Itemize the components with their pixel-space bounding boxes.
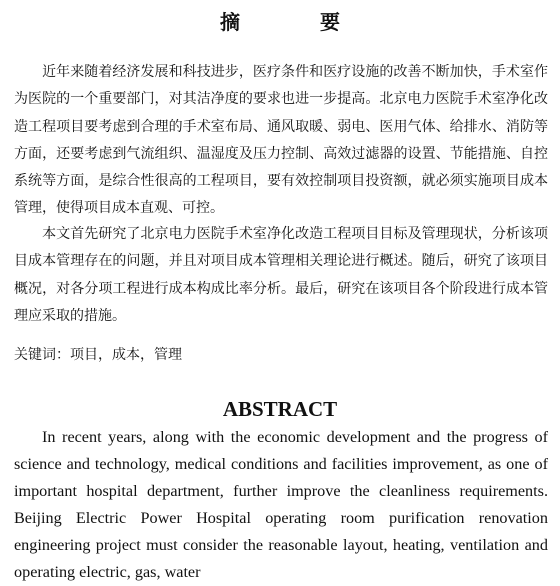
chinese-abstract-title: 摘 要 — [220, 10, 370, 34]
chinese-abstract-paragraph-1: 近年来随着经济发展和科技进步，医疗条件和医疗设施的改善不断加快，手术室作为医院的一个重要部门，对其洁净度的要求也进一步提高。北京电力医院手术室净化改造工程项目要考虑到合理的手术室布局、通风取暖、弱电、医用气体、给排水、消防等方面，还要考虑到气流组织、温湿度及压力控制、高效过滤器的设置、节能措施、自控系统等方面，是综合性很高的工程项目，要有效控制项目投资额，就必须实施项目成本管理，使得项目成本直观、可控。 — [14, 64, 548, 217]
english-abstract-title: ABSTRACT — [222, 397, 338, 421]
english-abstract-paragraph-1: In recent years, along with the economic development and the progress of science and technology, medical conditions and facilities improvement, as one of important hospital department, further improve the cleanliness requirements. Beijing Electric Power Hospital operating room purification renovation engineering project must consider the reasonable layout, heating, ventilation and operating electric, gas, water — [14, 428, 548, 581]
chinese-abstract-paragraph-2: 本文首先研究了北京电力医院手术室净化改造工程项目目标及管理现状，分析该项目成本管理存在的问题，并且对项目成本管理相关理论进行概述。随后，研究了该项目概况，对各分项工程进行成本构成比率分析。最后，研究在该项目各个阶段进行成本管理应采取的措施。 — [14, 226, 548, 324]
chinese-keywords: 关键词：项目，成本，管理 — [14, 347, 182, 363]
